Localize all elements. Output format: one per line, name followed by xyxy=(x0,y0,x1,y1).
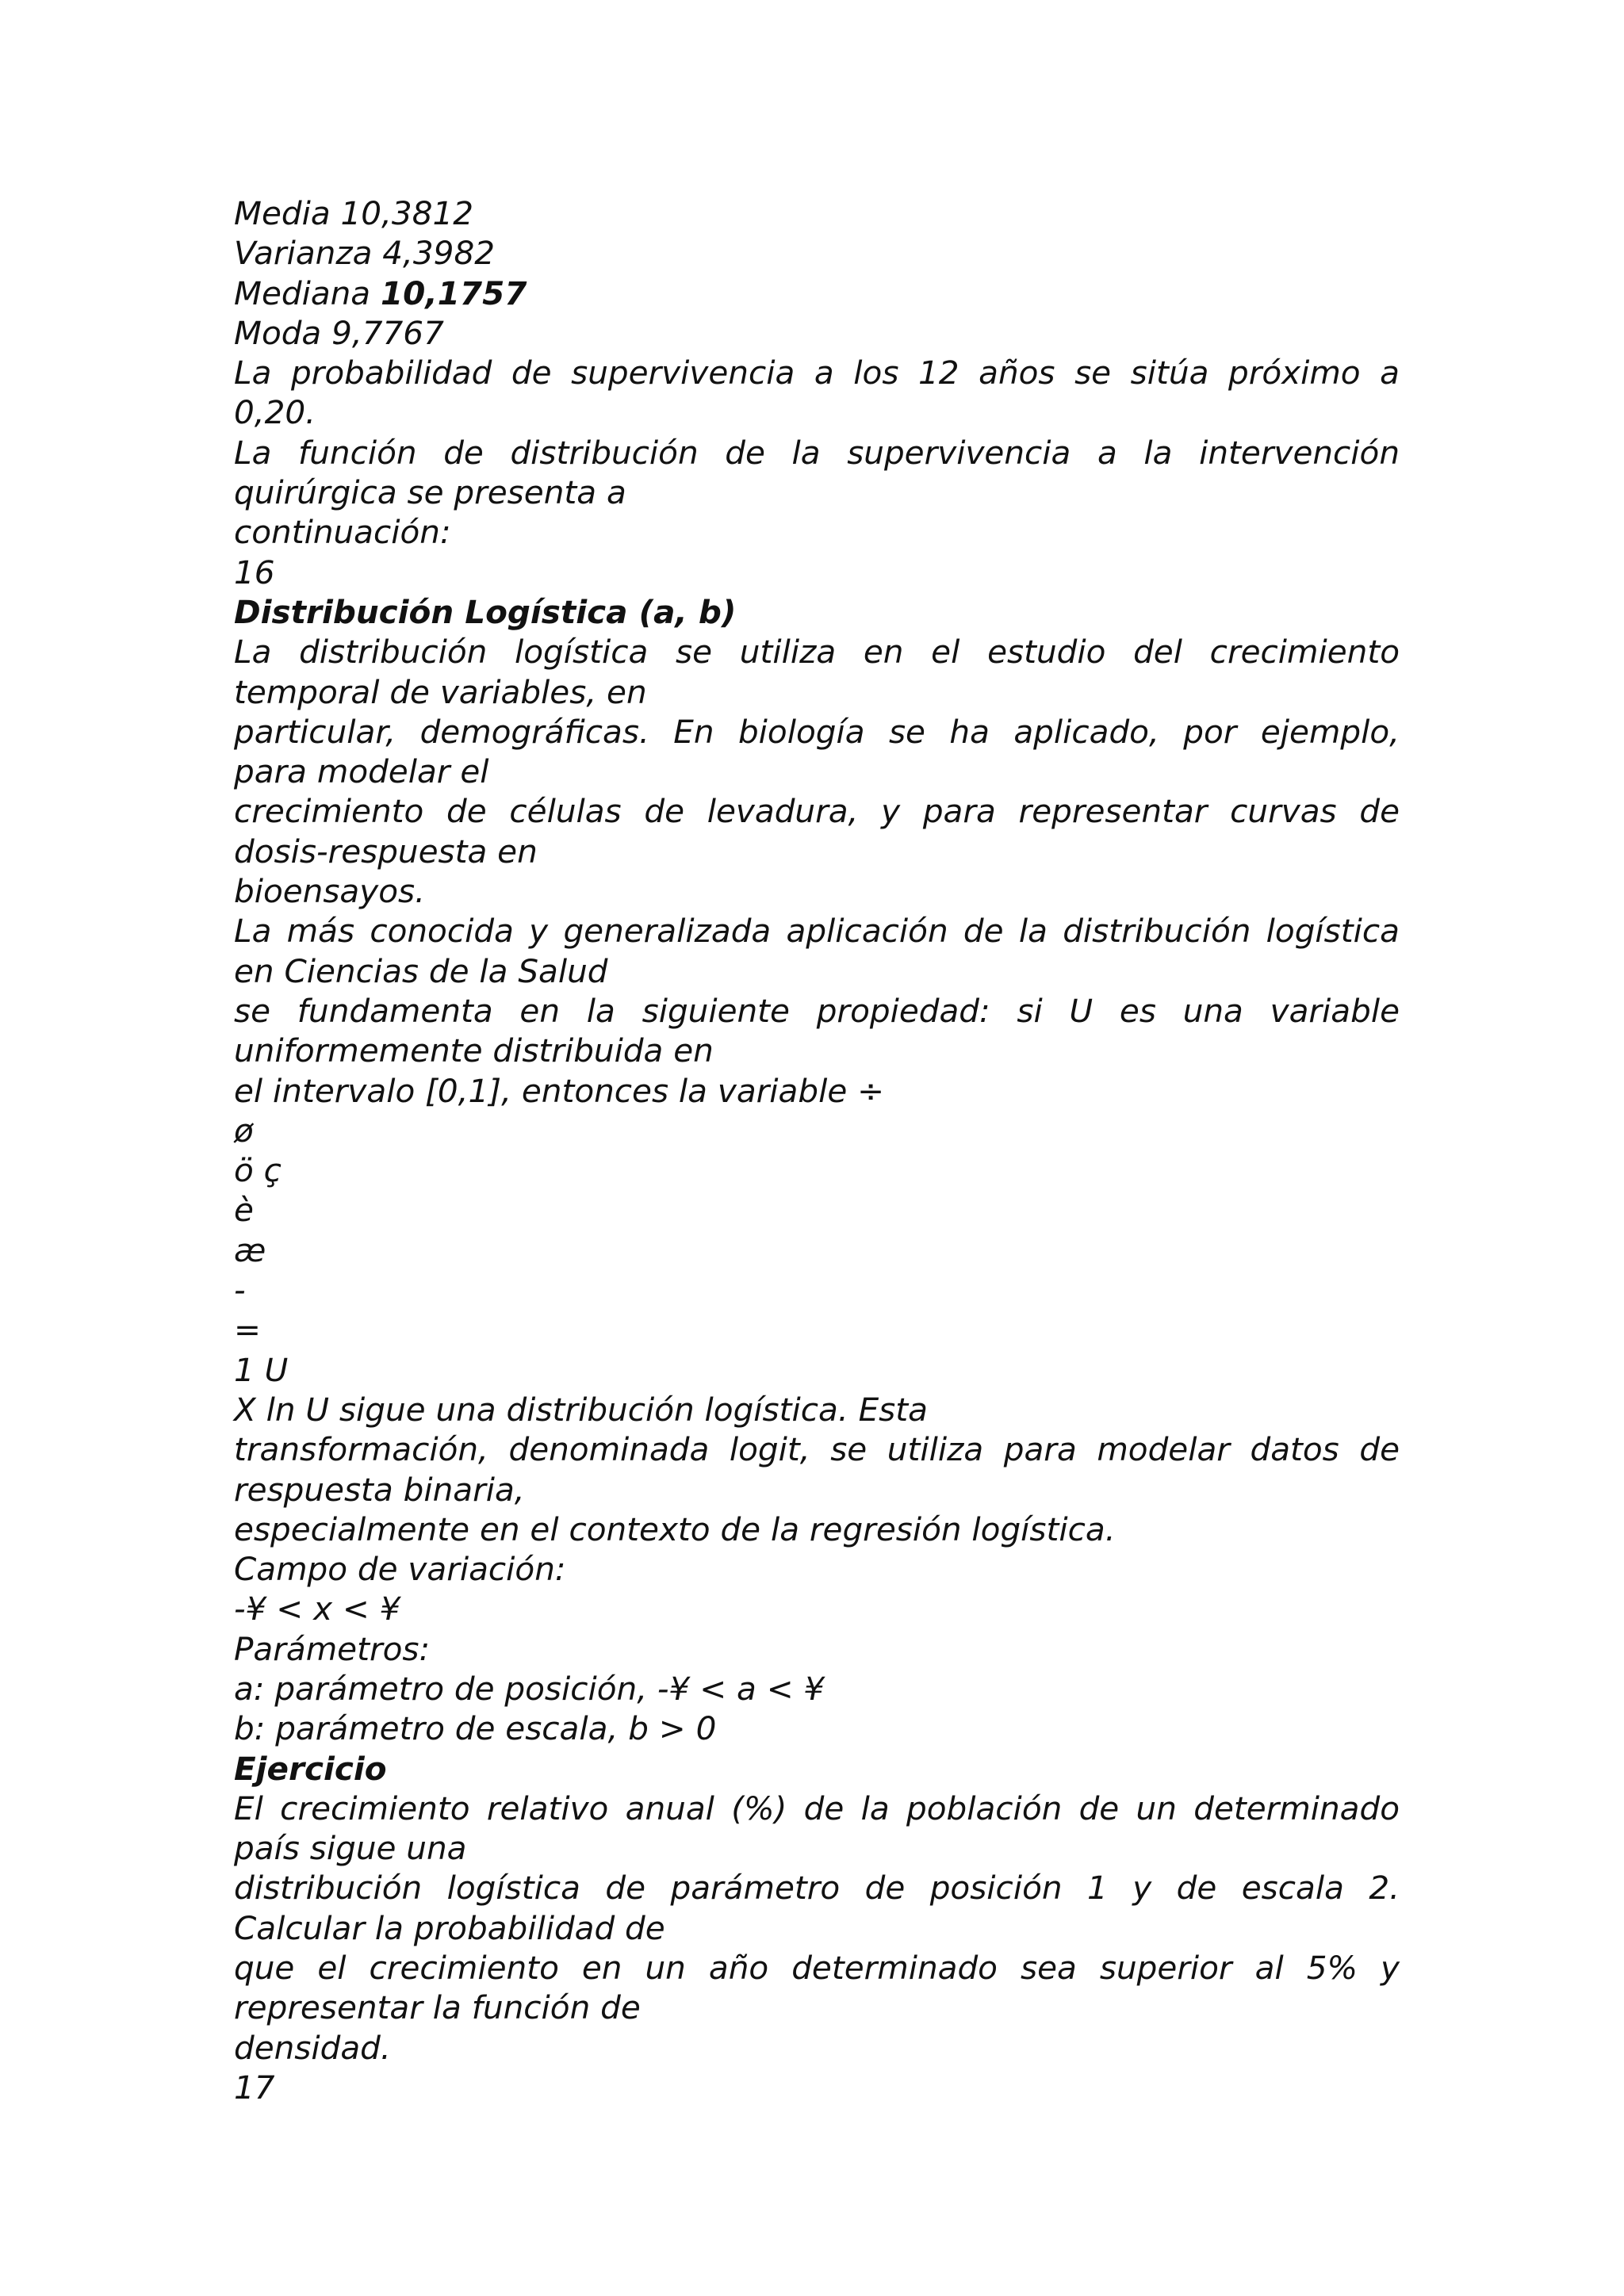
text-line: para modelar el xyxy=(234,752,489,791)
mediana-value: 10,1757 xyxy=(381,274,527,312)
text-line: crecimiento de células de levadura, y para representar curvas de xyxy=(234,792,1400,831)
section-heading: Distribución Logística (a, b) xyxy=(234,592,737,631)
line-varianza: Varianza 4,3982 xyxy=(234,234,495,273)
text-line: uniformemente distribuida en xyxy=(234,1031,714,1070)
line-mediana xyxy=(234,274,1400,313)
text-line: particular, demográficas. En biología se ha aplicado, por ejemplo, xyxy=(234,712,1400,751)
mediana-label: Mediana xyxy=(234,274,381,312)
text-line: el intervalo [0,1], entonces la variable ÷ xyxy=(234,1071,885,1110)
text-line: dosis-respuesta en xyxy=(234,832,538,871)
text-line: El crecimiento relativo anual (%) de la población de un determinado xyxy=(234,1789,1400,1827)
text-line: b: parámetro de escala, b > 0 xyxy=(234,1709,717,1748)
text-line: Parámetros: xyxy=(234,1629,431,1668)
text-line: transformación, denominada logit, se utiliza para modelar datos de xyxy=(234,1430,1400,1469)
page-number: 17 xyxy=(234,2068,275,2107)
text-line: Calcular la probabilidad de xyxy=(234,1908,665,1947)
line-moda: Moda 9,7767 xyxy=(234,313,444,352)
text-line: quirúrgica se presenta a xyxy=(234,473,626,512)
text-line: país sigue una xyxy=(234,1829,467,1868)
text-line: especialmente en el contexto de la regresión logística. xyxy=(234,1510,1116,1548)
text-line: a: parámetro de posición, -¥ < a < ¥ xyxy=(234,1669,825,1708)
text-line: en Ciencias de la Salud xyxy=(234,951,608,990)
text-line: respuesta binaria, xyxy=(234,1470,525,1509)
text-line: densidad. xyxy=(234,2028,391,2067)
text-line: bioensayos. xyxy=(234,872,425,911)
text-line: temporal de variables, en xyxy=(234,672,647,711)
formula-fragment: - xyxy=(234,1271,246,1310)
text-line: distribución logística de parámetro de posición 1 y de escala 2. xyxy=(234,1869,1400,1908)
page-number: 16 xyxy=(234,553,275,591)
text-line: La más conocida y generalizada aplicación de la distribución logística xyxy=(234,912,1400,951)
formula-fragment: ø xyxy=(234,1111,254,1150)
line-media: Media 10,3812 xyxy=(234,194,473,232)
text-line: La probabilidad de supervivencia a los 12 años se sitúa próximo a xyxy=(234,354,1400,392)
text-line: X ln U sigue una distribución logística. Esta xyxy=(234,1390,928,1429)
exercise-heading: Ejercicio xyxy=(234,1749,387,1788)
formula-fragment: ö ç xyxy=(234,1151,282,1190)
text-line: se fundamenta en la siguiente propiedad: si U es una variable xyxy=(234,991,1400,1030)
text-line: La función de distribución de la supervivencia a la intervención xyxy=(234,433,1400,472)
formula-fragment: è xyxy=(234,1191,254,1230)
text-line: Campo de variación: xyxy=(234,1550,566,1589)
document-page xyxy=(234,193,1400,2107)
formula-fragment: = xyxy=(234,1311,261,1349)
text-line: continuación: xyxy=(234,513,451,552)
formula-fragment: 1 U xyxy=(234,1350,289,1389)
text-line: que el crecimiento en un año determinado sea superior al 5% y xyxy=(234,1949,1400,1988)
text-line: representar la función de xyxy=(234,1988,641,2027)
text-line: 0,20. xyxy=(234,393,316,432)
text-line: -¥ < x < ¥ xyxy=(234,1590,400,1628)
formula-fragment: æ xyxy=(234,1230,266,1269)
text-line: La distribución logística se utiliza en el estudio del crecimiento xyxy=(234,633,1400,672)
